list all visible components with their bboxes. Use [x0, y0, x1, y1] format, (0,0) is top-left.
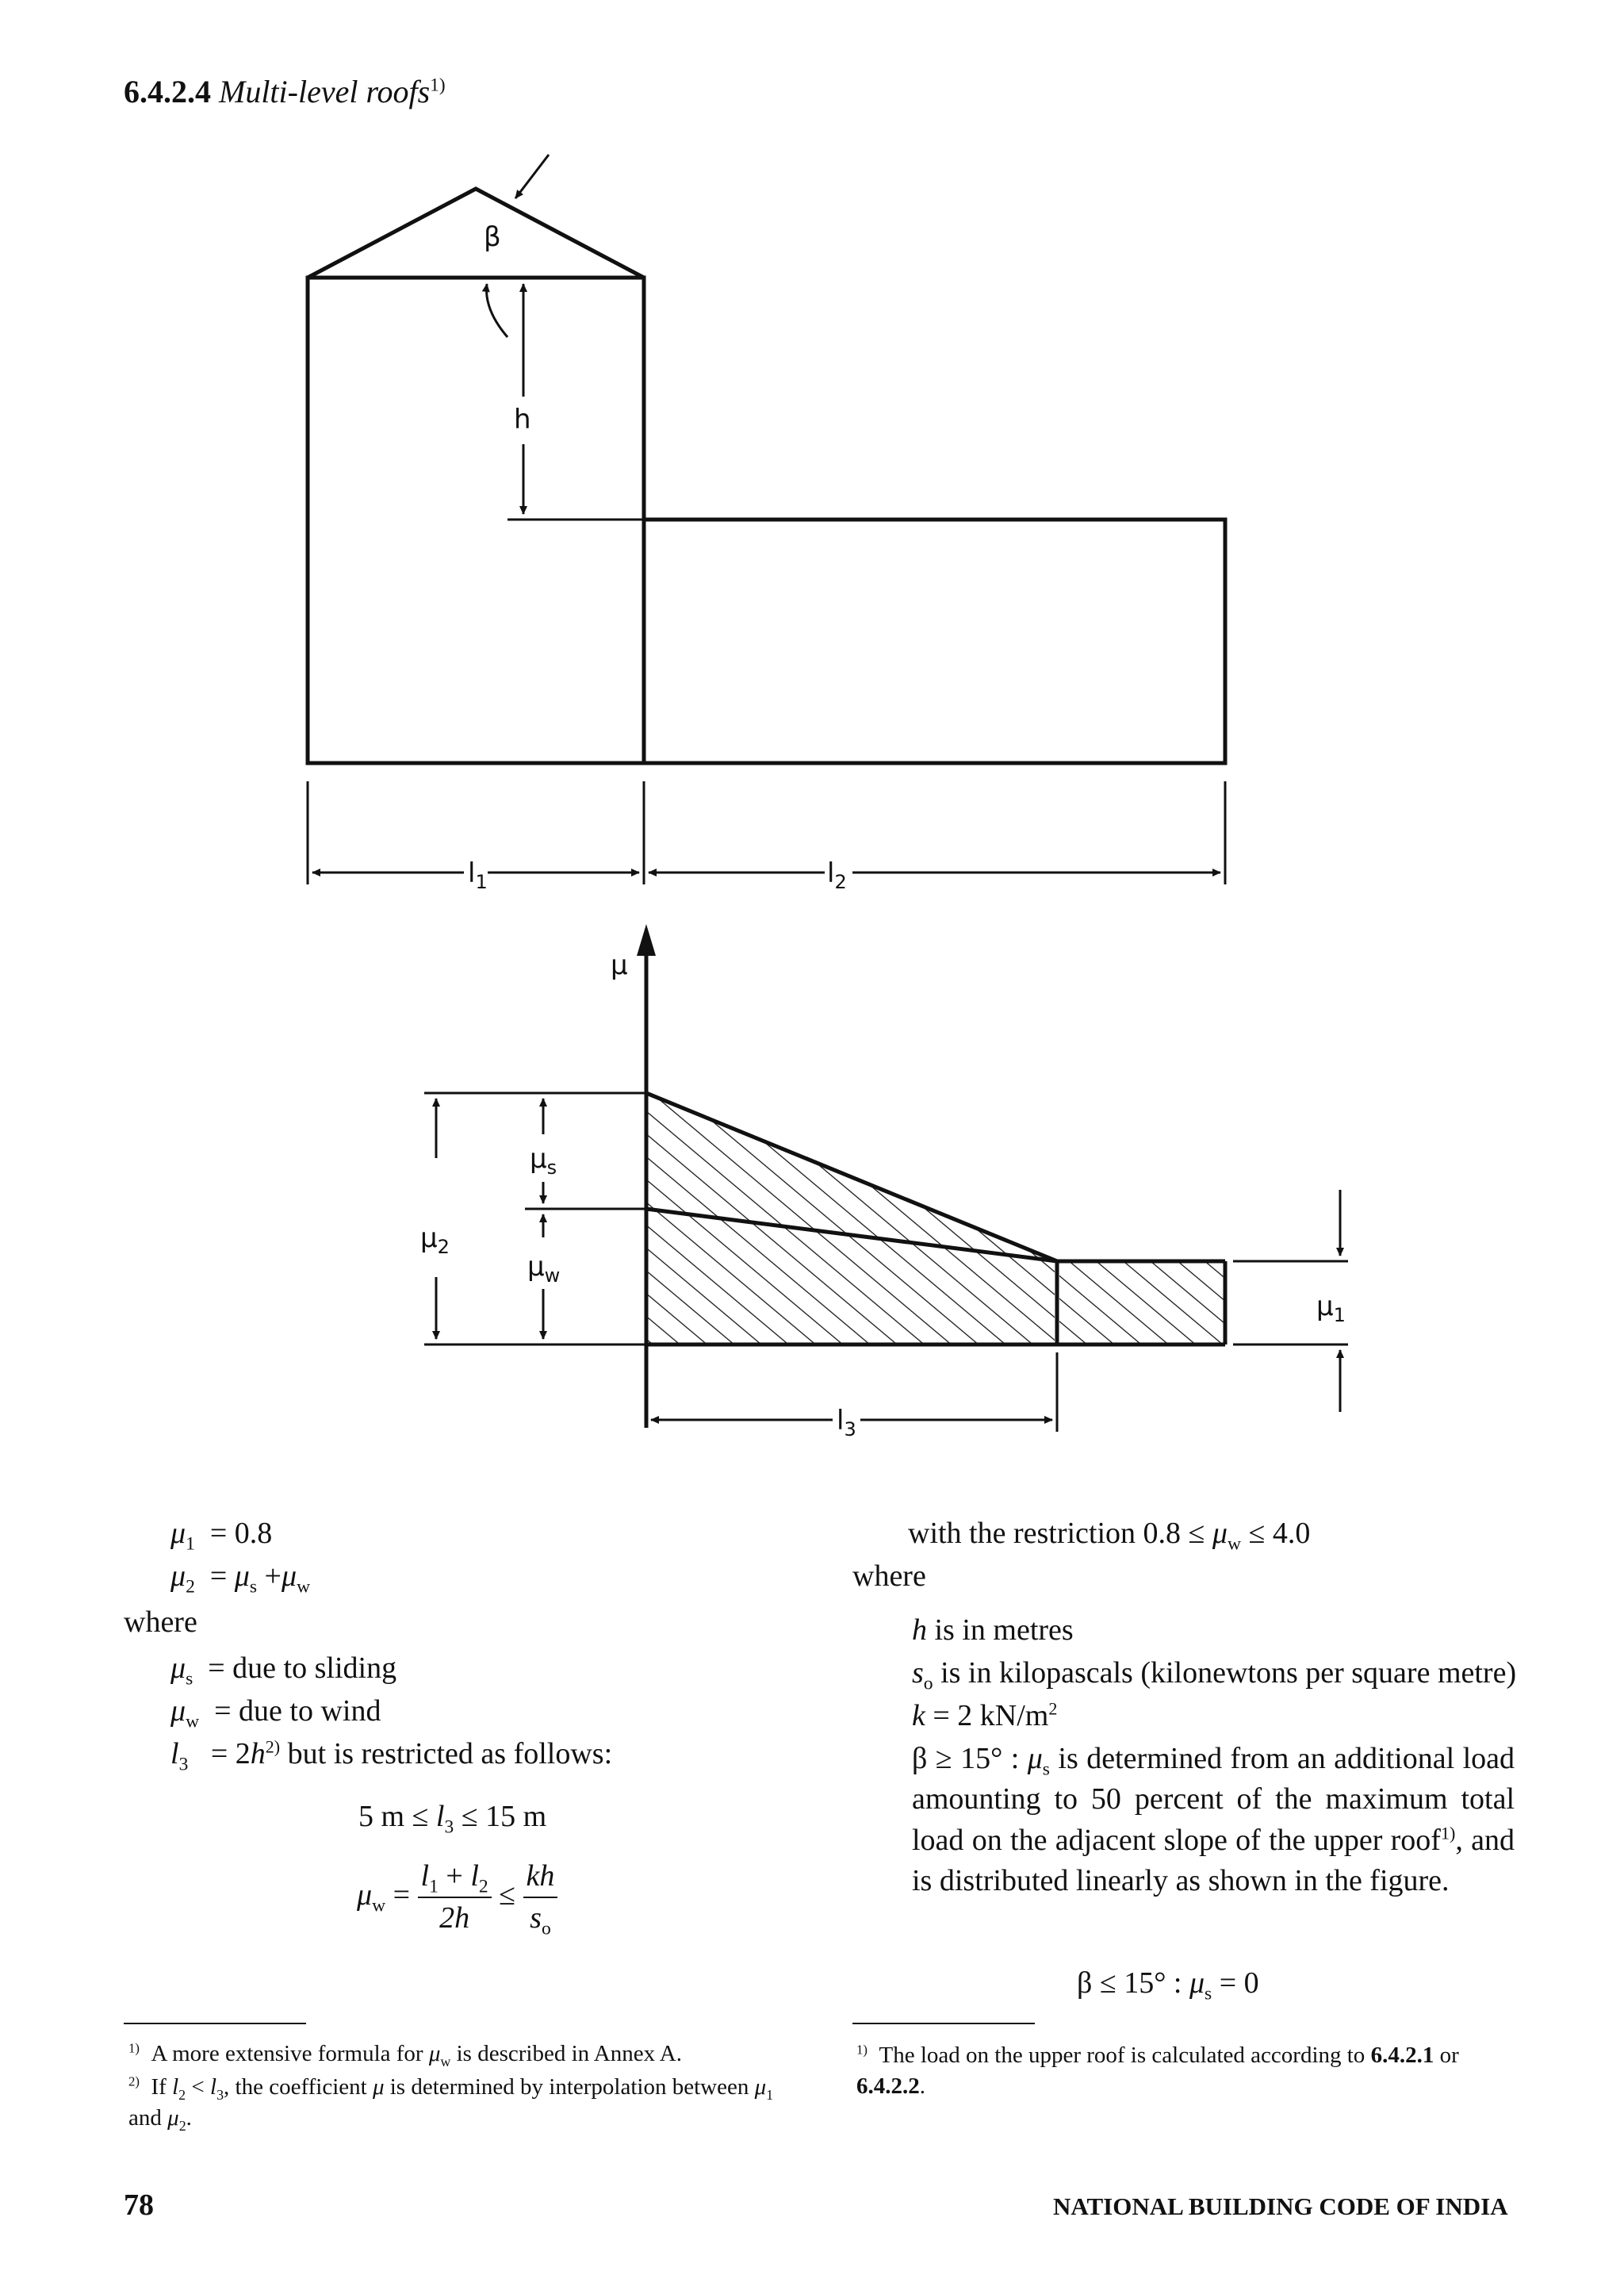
eq-mu2 [170, 1556, 310, 1597]
fn-left-1-pre: A more extensive formula for [151, 2041, 429, 2066]
footnote-left-1 [128, 2039, 795, 2069]
footnote-rule-left [124, 2023, 306, 2024]
eq-mu1-lhs-sub: 1 [186, 1533, 195, 1555]
beta-label: β [484, 221, 501, 253]
def-l3-sym: l [170, 1737, 179, 1770]
eq-mu2-b: μ [281, 1559, 297, 1593]
eq-mu2-b-sub: w [297, 1576, 311, 1598]
mu2-dimension [424, 1093, 646, 1344]
beta-ge-15-rule [912, 1739, 1515, 1901]
restriction-sym: μ [1212, 1517, 1228, 1550]
beta-ge-note: 1) [1440, 1822, 1456, 1843]
section-number: 6.4.2.4 [124, 74, 211, 109]
fn-left-2-pre: If [151, 2074, 173, 2100]
formula-le: ≤ [499, 1878, 516, 1912]
l3-restriction-sub: 3 [444, 1816, 454, 1838]
load-hatch-slope [646, 1093, 1055, 1344]
section-title: Multi-level roofs [219, 74, 431, 109]
h-def-text: is in metres [927, 1613, 1074, 1647]
formula-lhs: μ [357, 1878, 373, 1912]
so-def-sub: o [923, 1673, 933, 1694]
fn-left-1-sym: μ [428, 2041, 441, 2066]
fn-left-2-e: μ [167, 2105, 179, 2131]
mu1-label: $\mu_1$ [1316, 1291, 1346, 1326]
formula-fraction-2 [523, 1856, 558, 1939]
mu-s-label: $\mu_s$ [530, 1143, 557, 1179]
beta-le-sub: s [1205, 1983, 1212, 2004]
fn-left-2-and: and [128, 2105, 168, 2131]
l-dimensions [308, 781, 1225, 884]
def-mu-s-text: = due to sliding [208, 1651, 397, 1685]
footnote-right-1 [856, 2040, 1515, 2102]
eq-mu2-lhs: μ [170, 1559, 186, 1593]
def-mu-w [170, 1691, 381, 1732]
mus-muw-dimension [525, 1099, 646, 1339]
footnote-rule-right [852, 2023, 1035, 2024]
fn-left-2-end: . [186, 2105, 192, 2131]
eq-mu2-eq: = [209, 1559, 228, 1593]
fn-right-1-ref2: 6.4.2.2 [856, 2073, 920, 2100]
restriction-pre: with the restriction 0.8 ≤ [908, 1517, 1212, 1550]
h-label: h [514, 404, 531, 435]
mu-axis-label: μ [611, 949, 628, 981]
fn-left-2-d: μ [754, 2074, 767, 2100]
fn-left-2-c: μ [372, 2074, 385, 2100]
k-def-sym: k [912, 1699, 925, 1732]
mu-axis-arrowhead [637, 924, 656, 956]
beta-angle-arc [487, 284, 508, 337]
so-definition [912, 1653, 1516, 1694]
formula-num-b-sub: 2 [478, 1876, 488, 1897]
mu-w-restriction [908, 1513, 1310, 1554]
def-mu-w-sub: w [186, 1711, 200, 1732]
beta-le-pre: β ≤ 15° : [1077, 1966, 1189, 2000]
beta-le-15-rule [1077, 1963, 1259, 2004]
so-def-text: is in kilopascals (kilonewtons per square metre) [933, 1656, 1517, 1690]
fn-left-2-d-sub: 1 [766, 2086, 774, 2103]
def-l3-sub: 3 [178, 1754, 189, 1775]
k-def-sup: 2 [1048, 1698, 1058, 1719]
left-where: where [124, 1605, 197, 1639]
right-where: where [852, 1559, 926, 1593]
fn-left-2-mark: 2) [128, 2073, 140, 2089]
fn-right-1-mark: 1) [856, 2042, 868, 2058]
building-outline [308, 189, 1225, 763]
so-def-sym: s [912, 1656, 924, 1690]
fn-left-2-b-sub: 3 [216, 2086, 224, 2103]
fn-right-1-pre: The load on the upper roof is calculated according to [879, 2043, 1371, 2068]
footnote-left-2 [128, 2072, 795, 2134]
fn-left-2-post: , the coefficient [224, 2074, 373, 2100]
page-number: 78 [124, 2188, 154, 2222]
def-mu-s-sym: μ [170, 1651, 186, 1685]
beta-ge-sub: s [1042, 1759, 1050, 1780]
def-l3-h: h [250, 1737, 266, 1770]
formula-eq: = [393, 1878, 411, 1912]
k-def-text: = 2 kN/m [925, 1699, 1049, 1732]
eq-mu2-plus: + [264, 1559, 282, 1593]
def-l3-pre: = 2 [210, 1737, 251, 1770]
fn-left-1-post: is described in Annex A. [450, 2041, 682, 2066]
eq-mu1 [170, 1513, 272, 1554]
formula-num-b: l [470, 1859, 479, 1893]
fn-right-1-end: . [919, 2073, 925, 2100]
fn-left-2-mid: < [186, 2074, 210, 2100]
l3-restriction [358, 1797, 546, 1837]
formula-num-a-sub: 1 [429, 1876, 439, 1897]
formula-frac2-num: kh [523, 1856, 558, 1898]
fn-left-2-e-sub: 2 [178, 2117, 186, 2134]
fn-left-1-sub: w [440, 2053, 451, 2069]
h-dimension [508, 284, 644, 520]
eq-mu2-a-sub: s [249, 1576, 258, 1598]
beta-ge-pre: β ≥ 15° : [912, 1742, 1028, 1775]
formula-lhs-sub: w [372, 1895, 386, 1916]
def-mu-w-text: = due to wind [214, 1694, 381, 1728]
l3-label: $l_3$ [837, 1405, 856, 1440]
beta-ge-sym: μ [1027, 1742, 1043, 1775]
h-def-sym: h [912, 1613, 927, 1647]
def-l3-note: 2) [265, 1736, 281, 1757]
formula-frac1-num [418, 1856, 492, 1898]
formula-frac1-den: 2h [439, 1901, 470, 1935]
fn-left-2-a: l [172, 2074, 179, 2100]
k-definition [912, 1696, 1057, 1736]
fn-left-1-mark: 1) [128, 2040, 140, 2056]
formula-den2: s [530, 1901, 542, 1935]
formula-fraction-1 [418, 1856, 492, 1939]
restriction-sub: w [1227, 1533, 1241, 1555]
beta-le-sym: μ [1189, 1966, 1205, 2000]
mu-w-label: $\mu_w$ [527, 1251, 561, 1287]
l1-label: $l_1$ [468, 857, 488, 893]
def-l3 [170, 1734, 612, 1774]
beta-pointer [515, 155, 549, 198]
formula-num-plus: + [438, 1859, 471, 1893]
fn-left-2-post2: is determined by interpolation between [384, 2074, 755, 2100]
eq-mu2-lhs-sub: 2 [186, 1576, 195, 1598]
gable-roof [308, 189, 644, 278]
publication-title: NATIONAL BUILDING CODE OF INDIA [1053, 2192, 1508, 2220]
def-mu-s-sub: s [186, 1668, 193, 1690]
section-title-note: 1) [430, 75, 446, 96]
l2-label: $l_2$ [827, 857, 847, 893]
l3-restriction-pre: 5 m ≤ [358, 1800, 436, 1833]
fn-right-1-ref1: 6.4.2.1 [1370, 2043, 1434, 2068]
mu2-label: $\mu_2$ [420, 1222, 450, 1258]
eq-mu1-rhs: = 0.8 [209, 1517, 273, 1550]
beta-ge-text: is determined from an additional load amounting to 50 percent of the maximum total load on the adjacent slope of the upper roof [912, 1742, 1515, 1857]
h-definition [912, 1610, 1074, 1651]
load-hatch-flat [1059, 1261, 1224, 1344]
load-diagram [646, 1093, 1225, 1344]
def-mu-w-sym: μ [170, 1694, 186, 1728]
formula-frac2-den [523, 1898, 558, 1939]
mu-w-formula [357, 1856, 557, 1939]
restriction-post: ≤ 4.0 [1241, 1517, 1311, 1550]
l3-restriction-sym: l [435, 1800, 445, 1833]
l3-restriction-post: ≤ 15 m [454, 1800, 547, 1833]
fn-left-2-a-sub: 2 [178, 2086, 186, 2103]
def-mu-s [170, 1648, 396, 1689]
def-l3-post: but is restricted as follows: [280, 1737, 613, 1770]
beta-le-post: = 0 [1212, 1966, 1259, 2000]
fn-right-1-or: or [1434, 2043, 1459, 2068]
lower-block [644, 520, 1225, 763]
formula-den2-sub: o [541, 1918, 551, 1939]
beta-ge-tail: , and is distributed linearly as shown in the figure. [912, 1823, 1515, 1897]
formula-num-a: l [420, 1859, 430, 1893]
fn-left-2-b: l [210, 2074, 217, 2100]
eq-mu1-lhs: μ [170, 1517, 186, 1550]
eq-mu2-a: μ [234, 1559, 250, 1593]
